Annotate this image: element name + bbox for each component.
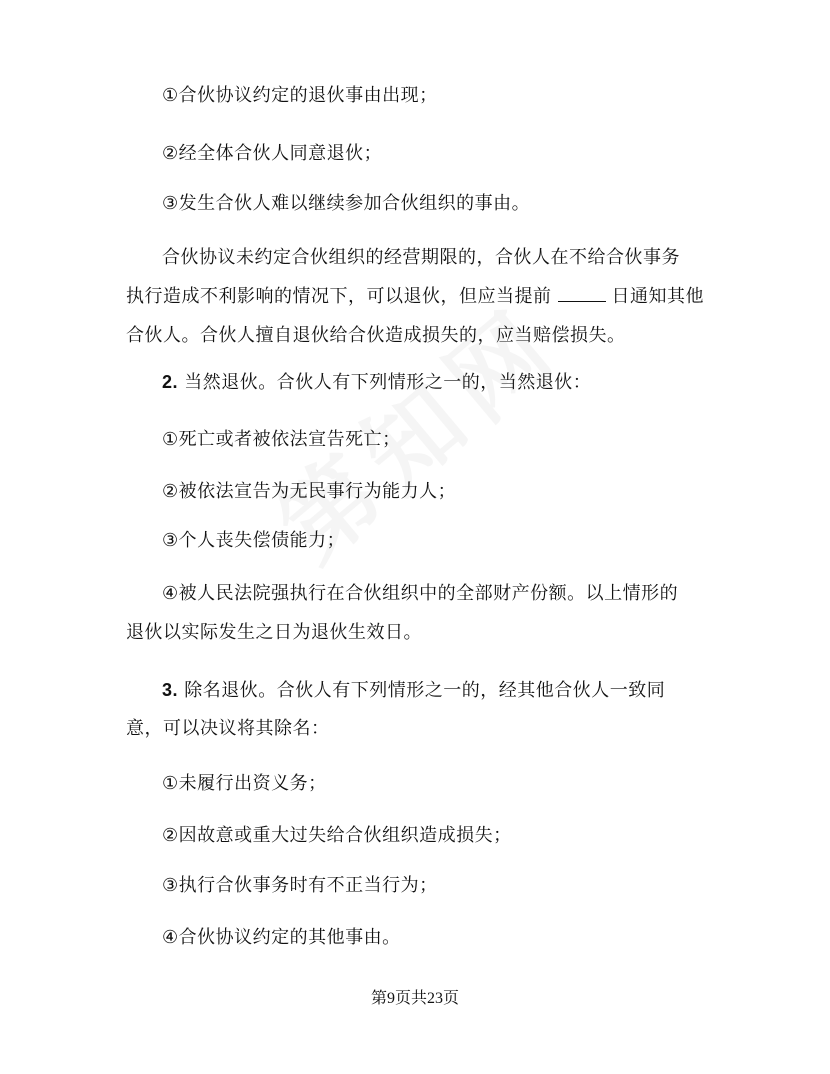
item-a2: ②经全体合伙人同意退伙；: [162, 143, 383, 164]
item-b4-line1: ④被人民法院强执行在合伙组织中的全部财产份额。以上情形的: [162, 583, 679, 604]
item-c1: ①未履行出资义务；: [162, 773, 327, 794]
section2-text: 当然退伙。合伙人有下列情形之一的，当然退伙：: [184, 372, 592, 393]
fill-blank: [558, 283, 606, 302]
section3-number: 3.: [162, 680, 179, 700]
item-a1: ①合伙协议约定的退伙事由出现；: [162, 85, 438, 106]
item-c4: ④合伙协议约定的其他事由。: [162, 927, 401, 948]
item-a3: ③发生合伙人难以继续参加合伙组织的事由。: [162, 193, 531, 214]
page-number: 第9页共23页: [370, 990, 459, 1007]
section3-text-line1: 除名退伙。合伙人有下列情形之一的，经其他合伙人一致同: [184, 680, 666, 701]
section2-heading: [162, 368, 591, 397]
paragraph1-line1: 合伙协议未约定合伙组织的经营期限的，合伙人在不给合伙事务: [162, 247, 680, 268]
paragraph1-line2b: 日通知其他: [611, 286, 704, 307]
section3-heading: [162, 676, 665, 705]
item-b3: ③个人丧失偿债能力；: [162, 530, 346, 551]
item-b4-line2: 退伙以实际发生之日为退伙生效日。: [126, 622, 422, 643]
item-b1: ①死亡或者被依法宣告死亡；: [162, 429, 401, 450]
item-c2: ②因故意或重大过失给合伙组织造成损失；: [162, 825, 512, 846]
paragraph1-line3: 合伙人。合伙人擅自退伙给合伙造成损失的，应当赔偿损失。: [126, 325, 626, 346]
item-b2: ②被依法宣告为无民事行为能力人；: [162, 481, 457, 502]
section2-number: 2.: [162, 372, 179, 392]
section3-text-line2: 意，可以决议将其除名：: [126, 718, 330, 739]
paragraph1-line2: [126, 283, 704, 311]
item-c3: ③执行合伙事务时有不正当行为；: [162, 875, 438, 896]
paragraph1-line2a: 执行造成不利影响的情况下，可以退伙，但应当提前: [126, 286, 552, 307]
